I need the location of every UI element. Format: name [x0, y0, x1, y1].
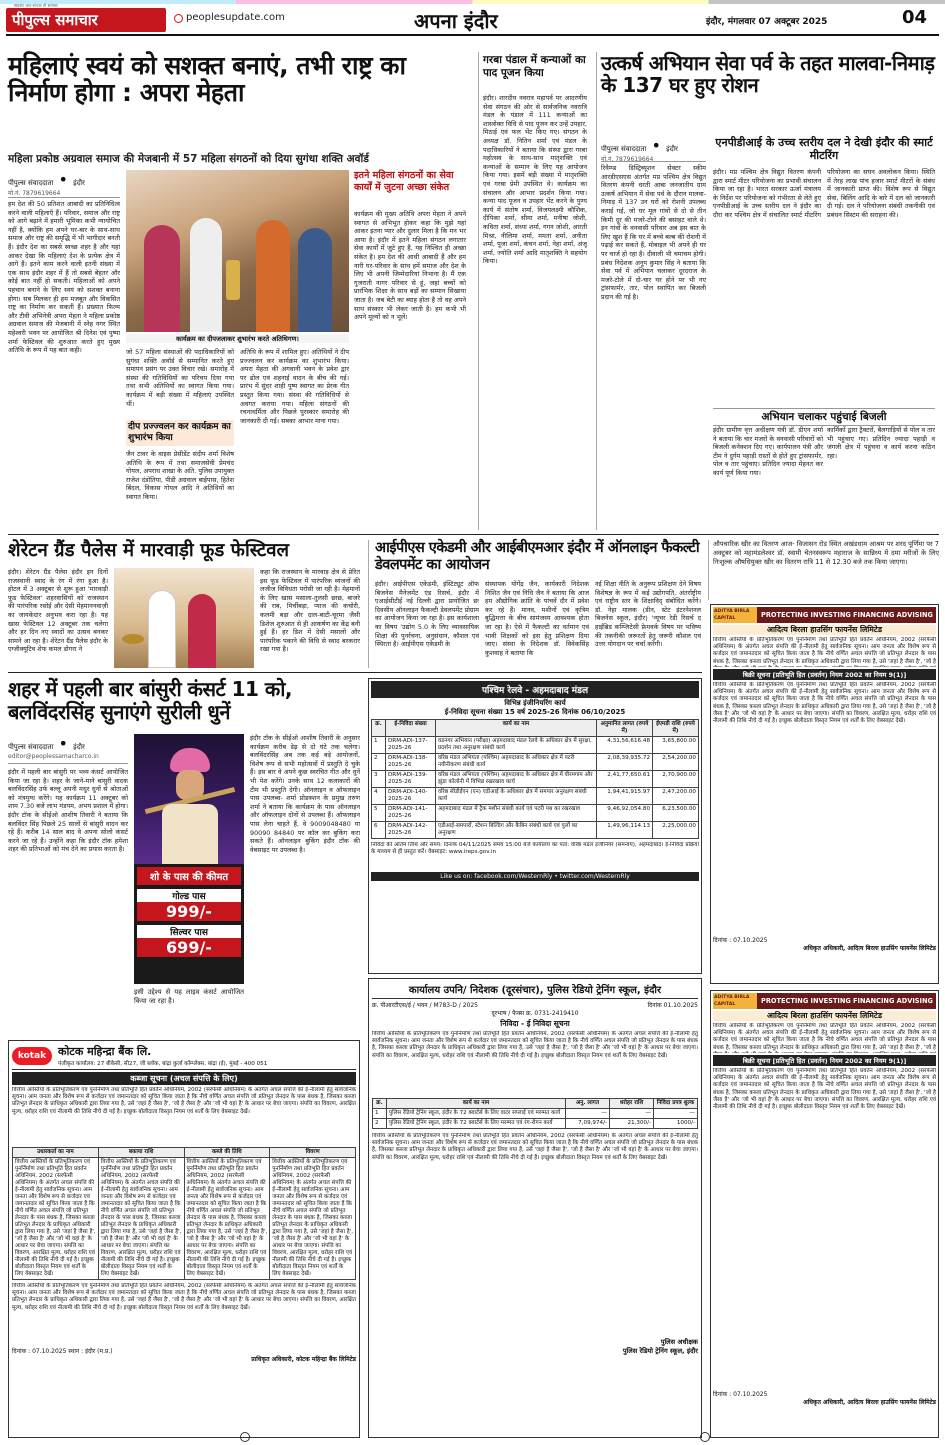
cell: 2,41,77,650.61 — [597, 771, 653, 788]
col-header: धरोहर राशि — [610, 1099, 654, 1109]
gold-pass-price: 999/- — [137, 902, 241, 921]
thali-icon — [122, 634, 144, 644]
byline-box: पीपुल्स संवाददाता • इंदौर मो.नं. 7879619664 — [601, 136, 706, 162]
table-row — [373, 1119, 698, 1129]
gold-pass-label: गोल्ड पास — [137, 889, 241, 902]
sub-headline-2: अभियान चलाकर पहुंचाई बिजली — [713, 408, 935, 426]
kotak-place: दिनांक : 07.10.2025 स्थान : इंदौर (म.प्र.) — [12, 1348, 113, 1355]
table-row — [372, 822, 699, 839]
person-shape — [188, 594, 216, 668]
col-header: कार्य का नाम — [387, 1099, 566, 1109]
story-body-3: इंदौर ग्रामीण वृत्त अधीक्षण यंत्री डॉ. डीएन शर्मा ने बताया कि चार मजरों के वनवासी परिवारों को बिजली कनेक्शन दिए गए। कार्यपालन यंत्री और टीम ने दुर्गम पहाड़ी रास्तों से होते हुए ट्रांसफार्मर, पोल व तार पहुंचाए। प्रतिदिन ज्यादा मेहनत कर कार्य पूर्ण किया गया। — [713, 426, 823, 477]
col-header: बकाया राशि — [98, 1148, 184, 1158]
byline-box: पीपुल्स संवाददाता • इंदौर मो.नं. 7879619664 — [8, 170, 120, 198]
story-sheraton — [8, 540, 360, 668]
aditya-ad-2 — [710, 990, 939, 1438]
police-signature: पुलिस अधीक्षक — [660, 1338, 698, 1346]
brief-khir — [708, 540, 939, 600]
person-shape — [148, 590, 176, 668]
masthead — [6, 6, 939, 36]
story-col-4: कार्यक्रम की मुख्य अतिथि अपरा मेहता ने अपने स्वागत से अभिभूत होकर कहा कि मुझे यहां आकर इतना प्यार और दुलार मिला है कि मन भर आया है। इंदौर में इतने महिला संगठन लगातार सेवा कार्यों में जुटे हुए हैं, यह निश्चित ही अच्छा संकेत है। हम देश की आधी आबादी हैं और हम नारी घर-परिवार के साथ हमें समाज और देश के लिए भी अपनी जिम्मेदारियां निभाना है। मैं एक गुजराती नागर परिवार से हूं, जहां बच्चों को प्रारंभिक शिक्षा के साथ बड़ों का सम्मान सिखाया जाता है। जब बेटी का ब्याह होता है तो वह अपने साथ संस्कार भी लेकर जाती है। हम कभी भी अपने मूल्यों को न भूलें। — [354, 210, 466, 322]
lamp-icon — [226, 260, 240, 300]
byline-box: पीपुल्स संवाददाता • इंदौर editor@peoplessamacharco.in — [8, 734, 128, 764]
cell: 9,46,92,054.80 — [597, 805, 653, 822]
cell: DRM-ADI-142-2025-26 — [386, 822, 436, 839]
police-legal: वित्तीय आस्तियों के प्रतिभूतिकरण एवं पुनर्निर्माण तथा प्रतिभूति हित प्रवर्तन अधिनियम, 2002 (सरफेसी अधिनियम) के अंतर्गत अचल संपत्ति की ई-नीलामी हेतु सार्वजनिक सूचना। आम जनता और विशेष रूप से कर्जदार एवं जमानतदार को सूचित किया जाता है कि नीचे वर्णित अचल संपत्ति जो प्रतिभूत लेनदार के पास बंधक है, जिसका कब्जा प्रतिभूत लेनदार के प्राधिकृत अधिकारी द्वारा लिया गया है, उसे 'जहां है जैसा है', 'जो है जैसा है' और 'जो भी वहां है' के आधार पर बेचा जाएगा। संपत्ति का विवरण, आरक्षित मूल्य, धरोहर राशि एवं नीलामी की तिथि नीचे दी गई है। इच्छुक बोलीदाता विस्तृत नियम एवं शर्तों के लिए वेबसाइट देखें। — [372, 1133, 698, 1161]
story-flute — [8, 678, 360, 1036]
city: इंदौर — [73, 743, 85, 751]
divider — [8, 672, 702, 673]
ad-sale-notice: बिक्री सूचना [प्रतिभूति हित (प्रवर्तन) नियम 2002 का नियम 9(1)] — [713, 669, 936, 680]
cell: वित्तीय आस्तियों के प्रतिभूतिकरण एवं पुनर्निर्माण तथा प्रतिभूति हित प्रवर्तन अधिनियम, 2002 (सरफेसी अधिनियम) के अंतर्गत अचल संपत्ति की ई-नीलामी हेतु सार्वजनिक सूचना। आम जनता और विशेष रूप से कर्जदार एवं जमानतदार को सूचित किया जाता है कि नीचे वर्णित अचल संपत्ति जो प्रतिभूत लेनदार के पास बंधक है, जिसका कब्जा प्रतिभूत लेनदार के प्राधिकृत अधिकारी द्वारा लिया गया है, उसे 'जहां है जैसा है', 'जो है जैसा है' और 'जो भी वहां है' के आधार पर बेचा जाएगा। संपत्ति का विवरण, आरक्षित मूल्य, धरोहर राशि एवं नीलामी की तिथि नीचे दी गई है। इच्छुक बोलीदाता विस्तृत नियम एवं शर्तों के लिए वेबसाइट देखें। — [98, 1158, 184, 1280]
cell: वित्तीय आस्तियों के प्रतिभूतिकरण एवं पुनर्निर्माण तथा प्रतिभूति हित प्रवर्तन अधिनियम, 2002 (सरफेसी अधिनियम) के अंतर्गत अचल संपत्ति की ई-नीलामी हेतु सार्वजनिक सूचना। आम जनता और विशेष रूप से कर्जदार एवं जमानतदार को सूचित किया जाता है कि नीचे वर्णित अचल संपत्ति जो प्रतिभूत लेनदार के पास बंधक है, जिसका कब्जा प्रतिभूत लेनदार के प्राधिकृत अधिकारी द्वारा लिया गया है, उसे 'जहां है जैसा है', 'जो है जैसा है' और 'जो भी वहां है' के आधार पर बेचा जाएगा। संपत्ति का विवरण, आरक्षित मूल्य, धरोहर राशि एवं नीलामी की तिथि नीचे दी गई है। इच्छुक बोलीदाता विस्तृत नियम एवं शर्तों के लिए वेबसाइट देखें। — [270, 1158, 356, 1280]
website-link[interactable]: peoplesupdate.com — [186, 12, 285, 23]
cell: — — [610, 1109, 654, 1119]
ad-signature: अधिकृत अधिकारी, आदित्य बिरला हाउसिंग फायनेंस लिमिटेड — [803, 945, 936, 952]
logo-tagline: सदस्य जन-संचार से साभार — [14, 4, 58, 9]
story-body: इंदौर। शारदीय नवरात्र महापर्व पर आदरणीय सेवा संगठन की ओर से सार्वजनिक नवरात्रि मंडल के पंडाल में 111 कन्याओं का शास्त्रोक्त विधि से पाद पूजन कर उन्हें उपहार, मिठाई एवं फल भेंट किए गए। संगठन के अध्यक्ष डॉ. नितिन शर्मा एवं मंडल के पदाधिकारियों ने बताया कि संस्था द्वारा गरबा महोत्सव के साथ-साथ मातृशक्ति एवं कन्याओं के सम्मान के लिए यह आयोजन किया गया। इसमें बड़ी संख्या में मातृशक्ति एवं गरबा प्रेमी उपस्थित थे। कार्यक्रम का संचालन और आभार प्रदर्शन किया गया। कन्या पाद पूजन व उपहार भेंट करने के पुण्य कार्य में संतोष शर्मा, विजयलक्ष्मी कौशिक, दीपिका शर्मा, सीमा शर्मा, मनीषा जोशी, कविता शर्मा, संध्या शर्मा, गगन जोशी, आरती मिश्रा, नीलिमा शर्मा, ममता शर्मा, अनीता शर्मा, पूजा शर्मा, कंचन शर्मा, नेहा शर्मा, अंजू शर्मा, ज्योति शर्मा आदि मातृशक्ति ने सहयोग किया। — [483, 94, 587, 266]
col-header: विवरण — [270, 1148, 356, 1158]
aditya-birla-logo-icon: ADITYA BIRLA CAPITAL — [713, 993, 757, 1009]
table-row — [373, 1109, 698, 1119]
cell: वरिष्ठ मंडल अभियंता (पश्चिम) अहमदाबाद के अधिकार क्षेत्र में पटरी नवीनीकरण संबंधी कार्य — [436, 754, 597, 771]
headline: उत्कर्ष अभियान सेवा पर्व के तहत मालवा-निमाड़ के 137 घर हुए रोशन — [601, 51, 935, 97]
ad-legal-text: वित्तीय आस्तियों के प्रतिभूतिकरण एवं पुनर्निर्माण तथा प्रतिभूति हित प्रवर्तन अधिनियम, 2002 (सरफेसी अधिनियम) के अंतर्गत अचल संपत्ति की ई-नीलामी हेतु सार्वजनिक सूचना। आम जनता और विशेष रूप से कर्जदार एवं जमानतदार को सूचित किया जाता है कि नीचे वर्णित अचल संपत्ति जो प्रतिभूत लेनदार के पास बंधक है, जिसका कब्जा प्रतिभूत लेनदार के प्राधिकृत अधिकारी द्वारा लिया गया है, उसे 'जहां है जैसा है', 'जो है — [713, 637, 936, 665]
kotak-address: पंजीकृत कार्यालय: 27 बीकेसी, सी27, जी ब्लॉक, बांद्रा कुर्ला कॉम्प्लेक्स, बांद्रा (ई), मुंबई - 400 051 — [58, 1061, 268, 1067]
divider — [8, 534, 939, 535]
kotak-legal: वित्तीय आस्तियों के प्रतिभूतिकरण एवं पुनर्निर्माण तथा प्रतिभूति हित प्रवर्तन अधिनियम, 2002 (सरफेसी अधिनियम) के अंतर्गत अचल संपत्ति की ई-नीलामी हेतु सार्वजनिक सूचना। आम जनता और विशेष रूप से कर्जदार एवं जमानतदार को सूचित किया जाता है कि नीचे वर्णित अचल संपत्ति जो प्रतिभूत लेनदार के पास बंधक है, जिसका कब्जा प्रतिभूत लेनदार के प्राधिकृत अधिकारी द्वारा लिया गया है, उसे 'जहां है जैसा है', 'जो है जैसा है' और 'जो भी वहां है' के आधार पर बेचा जाएगा। संपत्ति का विवरण, आरक्षित मूल्य, धरोहर राशि एवं नीलामी की तिथि नीचे दी गई है। इच्छुक बोलीदाता विस्तृत नियम एवं शर्तों के लिए वेबसाइट देखें। — [12, 1283, 356, 1311]
cell: DRM-ADI-141-2025-26 — [386, 805, 436, 822]
cell: 4 — [372, 788, 386, 805]
byline: पीपुल्स संवाददाता — [8, 743, 54, 751]
ad-tagline: PROTECTING INVESTING FINANCING ADVISING — [761, 997, 933, 1005]
story-col-1: हम देश की 50 प्रतिशत आबादी का प्रतिनिधित्व करने वाली महिलाएँ हैं। परिवार, समाज और राष्ट्र को आगे बढ़ाने में हमारी भूमिका कभी न्यायोचित नहीं है, क्योंकि हम अपने घर-बार के साथ-साथ समाज और राष्ट्र की समृद्धि में भी भागीदार बनती हैं। इंदौर देश का सबसे स्वच्छ शहर है और यहां आकर देखा कि महिलाएं देश के प्रत्येक क्षेत्र में आगे हैं। इतने काम करने वाली इतनी संख्या में एक साथ इंदौर शहर में हैं तो सबसे बेहतर और कोई बात नहीं हो सकती। महिलाओं को अपने पहचान बनाने के लिए स्वयं को सशक्त बनाना होगा। सब मिलकर ही हम मजबूत और विकसित राष्ट्र का निर्माण कर सकती हैं। प्रख्यात फिल्म और टीवी अभिनेत्री अपरा मेहता ने महिला प्रकोष्ठ अग्रवाल समाज की मेजबानी में स्नेह नगर स्थित महेश्वरी भवन पर आयोजित श्री दिनेश एवं पुष्पा शर्मा फेस्टिवल की शुरुआत करते हुए मुख्य अतिथि के रूप में यह बात कही। — [8, 200, 120, 355]
cell: पुलिस रेडियो ट्रेनिंग स्कूल, इंदौर के 72 क्वार्टर्स के लिए मरम्मत एवं रंग-रोगन कार्य — [387, 1119, 566, 1129]
subheadline: एनपीडीआई के उच्च स्तरीय दल ने देखी इंदौर की स्मार्ट मीटरिंग — [715, 136, 933, 162]
person-shape — [144, 225, 180, 332]
cell: 2,08,39,935.72 — [597, 754, 653, 771]
ad-header — [713, 607, 936, 623]
ad-legal-text: वित्तीय आस्तियों के प्रतिभूतिकरण एवं पुनर्निर्माण तथा प्रतिभूति हित प्रवर्तन अधिनियम, 2002 (सरफेसी अधिनियम) के अंतर्गत अचल संपत्ति की ई-नीलामी हेतु सार्वजनिक सूचना। आम जनता और विशेष रूप से कर्जदार एवं जमानतदार को सूचित किया जाता है कि नीचे वर्णित अचल संपत्ति जो प्रतिभूत लेनदार के पास बंधक है, जिसका कब्जा प्रतिभूत लेनदार के प्राधिकृत अधिकारी द्वारा लिया गया है, उसे 'जहां है जैसा है', 'जो है — [713, 1023, 936, 1051]
tender-sub: विभिन्न इंजीनियरिंग कार्य — [504, 699, 566, 707]
story-apara-mehta — [8, 52, 468, 530]
silver-pass-price: 699/- — [137, 938, 241, 957]
col-header: कब्जे की तिथि — [184, 1148, 270, 1158]
cell: DRM-ADI-140-2025-26 — [386, 788, 436, 805]
kotak-table — [12, 1147, 356, 1280]
ad-date: दिनांक : 07.10.2025 — [713, 937, 768, 944]
tender-table — [371, 719, 699, 839]
table-row — [372, 771, 699, 788]
registration-mark — [240, 1432, 250, 1442]
registration-mark — [700, 1432, 710, 1442]
ad-legal-text: वित्तीय आस्तियों के प्रतिभूतिकरण एवं पुनर्निर्माण तथा प्रतिभूति हित प्रवर्तन अधिनियम, 2002 (सरफेसी अधिनियम) के अंतर्गत अचल संपत्ति की ई-नीलामी हेतु सार्वजनिक सूचना। आम जनता और विशेष रूप से कर्जदार एवं जमानतदार को सूचित किया जाता है कि नीचे वर्णित अचल संपत्ति जो प्रतिभूत लेनदार के पास बंधक है, जिसका कब्जा प्रतिभूत लेनदार के प्राधिकृत अधिकारी द्वारा लिया गया है, उसे 'जहां है जैसा है', 'जो है जैसा है' और 'जो भी वहां है' के आधार पर बेचा जाएगा। संपत्ति का विवरण, आरक्षित मूल्य, धरोहर राशि एवं नीलामी की तिथि नीचे दी गई है। इच्छुक बोलीदाता विस्तृत नियम एवं शर्तों के लिए वेबसाइट देखें। — [713, 682, 936, 725]
cell: 2,70,900.00 — [653, 771, 699, 788]
table-row — [372, 805, 699, 822]
cell: 2,47,200.00 — [653, 788, 699, 805]
cell: वरिष्ठ सीडीईएन (एन) एडीआई के अधिकार क्षेत्र में समपार अनुरक्षण संबंधी कार्य — [436, 788, 597, 805]
robe-shape — [162, 804, 218, 864]
photo-caption: कार्यक्रम का दीपजलाकर शुभारंभ करते अतिथिगण। — [126, 334, 349, 343]
cell: 1 — [372, 737, 386, 754]
story-ips — [368, 540, 702, 668]
person-shape — [190, 218, 222, 332]
turban-shape — [170, 748, 210, 772]
story-body-2: इंदौर। मप्र पश्चिम क्षेत्र विद्युत वितरण कंपनी द्वारा स्मार्ट मीटर परियोजना का प्रभावी संचालन किया जा रहा है। भारत सरकार ऊर्जा मंत्रालय के निर्देश पर परियोजना को गंभीरता से लेते हुए एनपीडीआई के उच्च स्तरीय दल ने इंदौर का दौरा कर पश्चिम क्षेत्र में संचालित स्मार्ट मीटरिंग परियोजना का सघन अवलोकन किया। स्थिति में तेरह लाख पांच हजार स्मार्ट मीटरों के संबंध में जानकारी प्राप्त की। विशेष रूप से विद्युत सेवा, बिलिंग आदि के बारे में दल को जानकारी दी गई। दल ने परियोजना संबंधी तकनीकी एवं प्रबंधन सिस्टम की सराहना की। — [713, 168, 935, 219]
police-legal: वित्तीय आस्तियों के प्रतिभूतिकरण एवं पुनर्निर्माण तथा प्रतिभूति हित प्रवर्तन अधिनियम, 2002 (सरफेसी अधिनियम) के अंतर्गत अचल संपत्ति की ई-नीलामी हेतु सार्वजनिक सूचना। आम जनता और विशेष रूप से कर्जदार एवं जमानतदार को सूचित किया जाता है कि नीचे वर्णित अचल संपत्ति जो प्रतिभूत लेनदार के पास बंधक है, जिसका कब्जा प्रतिभूत लेनदार के प्राधिकृत अधिकारी द्वारा लिया गया है, उसे 'जहां है जैसा है', 'जो है जैसा है' और 'जो भी वहां है' के आधार पर बेचा जाएगा। संपत्ति का विवरण, आरक्षित मूल्य, धरोहर राशि एवं नीलामी की तिथि नीचे दी गई है। इच्छुक बोलीदाता विस्तृत नियम एवं शर्तों के लिए वेबसाइट देखें। — [372, 1031, 698, 1059]
story-col-2b: जैन टावर के वाइस प्रेसीडेंट संदीप शर्मा विशेष अतिथि के रूप में तथा समाजसेवी प्रेमचंद गोयल, अपराध शाखा के अति. पुलिस उपायुक्त राजेश दंडोतिया, पीडी अग्रवाल बाईपास, हितेश बिंदल, विकास गोयल आदि ने अतिथियों का स्वागत किया। — [126, 450, 234, 501]
col-header: उधारकर्ता का नाम — [13, 1148, 99, 1158]
kotak-legal: वित्तीय आस्तियों के प्रतिभूतिकरण एवं पुनर्निर्माण तथा प्रतिभूति हित प्रवर्तन अधिनियम, 2002 (सरफेसी अधिनियम) के अंतर्गत अचल संपत्ति की ई-नीलामी हेतु सार्वजनिक सूचना। आम जनता और विशेष रूप से कर्जदार एवं जमानतदार को सूचित किया जाता है कि नीचे वर्णित अचल संपत्ति जो प्रतिभूत लेनदार के पास बंधक है, जिसका कब्जा प्रतिभूत लेनदार के प्राधिकृत अधिकारी द्वारा लिया गया है, उसे 'जहां है जैसा है', 'जो है जैसा है' और 'जो भी वहां है' के आधार पर बेचा जाएगा। संपत्ति का विवरण, आरक्षित मूल्य, धरोहर राशि एवं नीलामी की तिथि नीचे दी गई है। इच्छुक बोलीदाता विस्तृत नियम एवं शर्तों के लिए वेबसाइट देखें। — [12, 1087, 356, 1115]
col-header: अनु. लागत — [566, 1099, 610, 1109]
cell: DRM-ADI-138-2025-26 — [386, 754, 436, 771]
story-body-4: कार्मिकों द्वारा ट्रैक्टरों, बैलगाड़ियों से पोल व तार भी पहुंचाए गए। प्रतिदिन ज्यादा पहाड़ी व जंगली क्षेत्र में पहुंचना व कार्य करना कठिन रहा। — [827, 426, 935, 460]
section-title: अपना इंदौर — [414, 9, 498, 33]
col2-subhead: दीप प्रज्ज्वलन कर कार्यक्रम का शुभारंभ किया — [126, 420, 234, 446]
col-header: ई-निविदा संख्या — [386, 720, 436, 737]
kotak-signature: प्राधिकृत अधिकारी, कोटक महिन्द्रा बैंक लिमिटेड — [251, 1356, 356, 1363]
city: इंदौर — [73, 179, 85, 187]
ad-signature: अधिकृत अधिकारी, आदित्य बिरला हाउसिंग फायनेंस लिमिटेड — [803, 1399, 936, 1406]
police-ref: क्र. पीआरटीएस/ई / भवन / M783-D / 2025 — [372, 1002, 478, 1009]
ad-company: आदित्य बिरला हाउसिंग फायनेंस लिमिटेड — [713, 1011, 936, 1021]
person-shape — [298, 228, 332, 332]
story-body: रिवैम्प्ड डिस्ट्रिब्यूशन सेक्टर स्कीम आरडीएसएस अंतर्गत मप्र पश्चिम क्षेत्र विद्युत वितरण कंपनी धरती आबा जनजातीय ग्राम उत्कर्ष अभियान में सेवा पर्व के दौरान मालवा-निमाड़ में 137 उन घरों को रोशनी उपलब्ध कराई गई, जो घर मूल गांवों से दो से तीन किमी दूर की मजरे-टोले की बसाहट वाले थे। इन गांवों के वनवासी परिवार अब इस बात के लिए खुश हैं कि घर में बच्चे बल्ब की रोशनी में पढ़ाई कर सकते हैं, मोबाइल भी अपने ही घर पर चार्ज हो रहा है। दीवाली भी चमाचम होगी। प्रबंध निदेशक अनूप कुमार सिंह ने बताया कि सेवा पर्व में अभियान चलाकर दूरदराज के मजरे-टोले में दो-चार घर होने पर भी नए ट्रांसफार्मर, तार, पोल स्थापित कर बिजली प्रदान की गई है। — [601, 164, 706, 301]
railway-tender-ad — [368, 678, 702, 974]
kotak-logo-icon: kotak — [12, 1047, 52, 1065]
police-title: कार्यालय उपनि/ निदेशक (दूरसंचार), पुलिस रेडियो ट्रेनिंग स्कूल, इंदौर — [372, 982, 698, 999]
event-photo — [126, 170, 349, 332]
cell: 2,54,200.00 — [653, 754, 699, 771]
story-body-3: नई शिक्षा नीति के अनुरूप प्रशिक्षण देने विषय विशेषज्ञ के रूप में कई उद्योगपति, अंतर्राष्ट्रीय एवं राष्ट्रीय स्तर के शिक्षाविद् संबोधित करेंगे। डॉ. नेहा मालक (डीन, स्टेट इंटरनेशनल बिजनेस स्कूल, इंदौर) 'न्यूचर रेडी रिसर्च द हाईब्रिड कम्प्लिटेसी फ्रेमवर्क विषय पर भविष्य की तकनीकी जरूरतों हेतु जरूरी कौशल एवं उत्तर योगदान पर चर्चा करेंगी। — [595, 580, 701, 649]
story-col-2: जो 57 महिला संस्थाओं की पदाधिकारियों को सुगंधा शक्ति अवॉर्ड से सम्मानित करते हुए समापन प्रसंग पर उक्त विचार रखे। समारोह में संस्था की गतिविधियों का परिचय दिया गया तथा सभी अतिथियों का स्वागत किया गया। कार्यक्रम में बड़ी संख्या में महिलाएं उपस्थित थीं। — [126, 348, 234, 408]
aditya-birla-logo-icon: ADITYA BIRLA CAPITAL — [713, 607, 757, 623]
ad-legal-text: वित्तीय आस्तियों के प्रतिभूतिकरण एवं पुनर्निर्माण तथा प्रतिभूति हित प्रवर्तन अधिनियम, 2002 (सरफेसी अधिनियम) के अंतर्गत अचल संपत्ति की ई-नीलामी हेतु सार्वजनिक सूचना। आम जनता और विशेष रूप से कर्जदार एवं जमानतदार को सूचित किया जाता है कि नीचे वर्णित अचल संपत्ति जो प्रतिभूत लेनदार के पास बंधक है, जिसका कब्जा प्रतिभूत लेनदार के प्राधिकृत अधिकारी द्वारा लिया गया है, उसे 'जहां है जैसा है', 'जो है जैसा है' और 'जो भी वहां है' के आधार पर बेचा जाएगा। संपत्ति का विवरण, आरक्षित मूल्य, धरोहर राशि एवं नीलामी की तिथि नीचे दी गई है। इच्छुक बोलीदाता विस्तृत नियम एवं शर्तों के लिए वेबसाइट देखें। — [713, 1068, 936, 1111]
headline: शहर में पहली बार बांसुरी कंसर्ट 11 को, बलविंदरसिंह सुनाएंगे सुरीली धुनें — [8, 677, 293, 724]
cell: वडनगर अभियान (परीक्षा) अहमदाबाद मंडल रेलवे के अधिकार क्षेत्र में सुरक्षा, प्रदर्शन तथा अनुरक्षण संबंधी कार्य — [436, 737, 597, 754]
cell: 3,65,800.00 — [653, 737, 699, 754]
story-garba — [478, 52, 588, 530]
tender-org: पश्चिम रेलवे - अहमदाबाद मंडल — [371, 681, 699, 698]
col-header: ईएमडी राशि (रुपये में) — [653, 720, 699, 737]
ad-company: आदित्य बिरला हाउसिंग फायनेंस लिमिटेड — [713, 625, 936, 635]
cell: 7,09,974/- — [566, 1119, 610, 1129]
cell: DRM-ADI-139-2025-26 — [386, 771, 436, 788]
cell: एडीआई-समपारों, स्टेशन बिल्डिंग और कैबिन संबंधी कार्य एवं पुलों का अनुरक्षण — [436, 822, 597, 839]
col-header: क्र. — [372, 720, 386, 737]
ad-sale-notice: बिक्री सूचना [प्रतिभूति हित (प्रवर्तन) नियम 2002 का नियम 9(1)] — [713, 1055, 936, 1066]
cmyk-strip — [0, 0, 945, 4]
subheadline: महिला प्रकोष्ठ अग्रवाल समाज की मेजबानी में 57 महिला संगठनों को दिया सुगंधा शक्ति अवॉर्ड — [8, 153, 369, 165]
ad-tagline: PROTECTING INVESTING FINANCING ADVISING — [761, 611, 933, 619]
story-body: इंदौर। शेरेटन ग्रैंड पैलेस इंदौर इन दिनों राजस्थानी स्वाद के रंग में रंगा हुआ है। होटल में 3 अक्टूबर से शुरू हुआ 'मारवाड़ी फूड फेस्टिवल' शहरवासियों को राजस्थान की पारंपरिक रसोई और देसी मेहमाननवाज़ी का जायकेदार अनुभव करा रहा है। यह खास फेस्टिवल 12 अक्टूबर तक चलेगा और हर दिन नए स्वादों का उत्सव बनकर सामने आ रहा है। शेरेटन ग्रैंड पैलेस इंदौर के एग्जीक्यूटिव शेफ कमल डोगरा ने — [8, 568, 108, 654]
table-row — [13, 1158, 356, 1280]
page-number: 04 — [902, 7, 928, 28]
person-shape — [256, 220, 290, 332]
headline: गरबा पंडाल में कन्याओं का पाद पूजन किया — [483, 54, 586, 79]
mobile: मो.नं. 7879619664 — [601, 156, 654, 163]
headline: शेरेटन ग्रैंड पैलेस में मारवाड़ी फूड फेस्टिवल — [8, 540, 290, 561]
aditya-ad-1 — [710, 604, 939, 984]
cell: पुलिस रेडियो ट्रेनिंग स्कूल, इंदौर के 72 क्वार्टर्स के लिए वाटर सप्लाई एवं मरम्मत कार्य — [387, 1109, 566, 1119]
col4-subhead: इतने महिला संगठनों का सेवा कार्यों में जुटना अच्छा संकेत — [354, 170, 454, 193]
cell: 1 — [373, 1109, 387, 1119]
city: इंदौर — [666, 145, 678, 153]
police-phone: दूरभाष / फैक्स क्र. 0731-2419410 — [491, 1010, 579, 1017]
cell: 6,23,500.00 — [653, 805, 699, 822]
tender-social[interactable]: Like us on: facebook.com/WesternRly • twitter.com/WesternRly — [371, 872, 699, 881]
cell: 4,31,56,616.48 — [597, 737, 653, 754]
paper-logo: पीपुल्स समाचार — [6, 8, 166, 32]
ad-header — [713, 993, 936, 1009]
cell: 1,49,96,114.13 — [597, 822, 653, 839]
story-body: इंदौर में पहली बार बांसुरी पर भव्य कंसर्ट आयोजित किया जा रहा है। शहर के जाने-माने बांसुरी वादक बलविंदरसिंह उर्फ बल्लू अपनी मधुर धुनों से श्रोताओं को मंत्रमुग्ध करेंगे। यह कार्यक्रम 11 अक्टूबर को शाम 7.30 बजे लाभ मंडपम, अभय प्रशाल में होगा। इंदौर टॉक के सीईओ आशीष तिवारी ने बताया कि बलविंदर सिंह पिछले 25 सालों से बांसुरी वादन कर रहे हैं। करीब 14 साल बाद वे अपना सोलो कंसर्ट करने जा रहे हैं। उन्होंने कहा कि इंदौर टॉक हमेशा शहर की प्रतिभाओं को मंच देने का प्रयास करता है। — [8, 768, 128, 854]
story-body-2: संस्थापक योगेंद्र जैन, कार्यकारी निदेशक निशित जैन एवं निधि जैन ने बताया कि आज हम औद्योगिक क्रांति के पांचवें दौर में प्रवेश कर रहे हैं। मानव, मशीनों एवं कृत्रिम बुद्धिमत्ता के बीच सामंजस्य आवश्यक होता जा रहा है। ऐसे में फैकल्टी का वर्तमान एवं भावी शिक्षकों को इस हेतु प्रशिक्षण दिया जाए। संस्था के निदेशक डॉ. विवेकसिंह कुशवाह ने बताया कि — [485, 580, 589, 657]
ad-date: दिनांक : 07.10.2025 — [713, 1391, 768, 1398]
story-note: इसी उद्देश्य से यह लाइव कंसर्ट आयोजित किया जा रहा है। — [134, 988, 244, 1005]
col-header: अनुमानित लागत (रुपये में) — [597, 720, 653, 737]
story-utkarsh — [596, 52, 939, 530]
cell: 6 — [372, 822, 386, 839]
dateline: इंदौर, मंगलवार 07 अक्टूबर 2025 — [706, 17, 828, 27]
festival-photo — [114, 568, 254, 668]
cell: 3 — [372, 771, 386, 788]
cell: 2,25,000.00 — [653, 822, 699, 839]
cell: वरिष्ठ मंडल अभियंता (पश्चिम) अहमदाबाद के अधिकार क्षेत्र में वीरमगाम और झुंडा कॉलोनी में विभिन्न रखरखाव कार्य — [436, 771, 597, 788]
tender-notice: ई-निविदा सूचना संख्या 15 वर्ष 2025-26 दिनांक 06/10/2025 — [444, 708, 626, 716]
story-col-3: अतिथि के रूप में शामिल हुए। अतिथियों ने दीप प्रज्ज्वलन कर कार्यक्रम का शुभारंभ किया। अपरा मेहता की अगवानी भवन के प्रवेश द्वार पर ढोल एवं शहनाई वादन के बीच की गई। प्रारंभ में सुंदर शाही पुष्प स्वागत का प्रेरक गीत प्रस्तुत किया गया। संस्था की गतिविधियों से अवगत कराया गया। महिला संगठनों की रचनाधर्मिता और पिछले पुरस्कार समारोह की जानकारी दी गई। सबका आभार माना गया। — [240, 348, 349, 425]
cell: वित्तीय आस्तियों के प्रतिभूतिकरण एवं पुनर्निर्माण तथा प्रतिभूति हित प्रवर्तन अधिनियम, 2002 (सरफेसी अधिनियम) के अंतर्गत अचल संपत्ति की ई-नीलामी हेतु सार्वजनिक सूचना। आम जनता और विशेष रूप से कर्जदार एवं जमानतदार को सूचित किया जाता है कि नीचे वर्णित अचल संपत्ति जो प्रतिभूत लेनदार के पास बंधक है, जिसका कब्जा प्रतिभूत लेनदार के प्राधिकृत अधिकारी द्वारा लिया गया है, उसे 'जहां है जैसा है', 'जो है जैसा है' और 'जो भी वहां है' के आधार पर बेचा जाएगा। संपत्ति का विवरण, आरक्षित मूल्य, धरोहर राशि एवं नीलामी की तिथि नीचे दी गई है। इच्छुक बोलीदाता विस्तृत नियम एवं शर्तों के लिए वेबसाइट देखें। — [184, 1158, 270, 1280]
cell: 21,300/- — [610, 1119, 654, 1129]
kotak-name: कोटक महिन्द्रा बैंक लि. — [58, 1045, 152, 1058]
pass-box — [134, 864, 244, 984]
police-table — [372, 1098, 698, 1129]
table-row — [372, 788, 699, 805]
cell: — — [654, 1109, 698, 1119]
cell: 5 — [372, 805, 386, 822]
email: editor@peoplessamacharco.in — [8, 753, 99, 760]
cell: अहमदाबाद मंडल में ट्रैक मशीन संबंधी कार्य एवं पटरी पथ का रखरखाव — [436, 805, 597, 822]
table-row — [372, 737, 699, 754]
col-header: निविदा प्रपत्र शुल्क — [654, 1099, 698, 1109]
kotak-ad — [8, 1040, 360, 1438]
mobile: मो.नं. 7879619664 — [8, 190, 61, 197]
col-header: कार्य का नाम — [436, 720, 597, 737]
police-date: दिनांक 01.10.2025 — [647, 1002, 698, 1009]
silver-pass-label: सिल्वर पास — [137, 925, 241, 938]
cell: 1,94,41,915.97 — [597, 788, 653, 805]
police-notice: निविदा - ई निविदा सूचना — [500, 1019, 570, 1028]
story-body: इंदौर। आईपीएस एकेडमी, इंस्टिट्यूट ऑफ बिजनेस मैनेजमेंट एंड रिसर्च, इंदौर में एआईसीटीई नई दिल्ली द्वारा प्रायोजित छः दिवसीय ऑनलाइन फैकल्टी डेवलपमेंट प्रोग्राम का आयोजन किया जा रहा है। इस कार्यशाला का विषय 'उद्योग 5.0 के लिए व्यावसायिक शिक्षा की पुनर्रचना, अनुसंधान, कौशल एवं स्थिरता है। आईपीएस एकेडमी के — [375, 580, 479, 649]
brief-body: औपचारिक खीर का वितरण आज- विजासन रोड स्थित अखंडधाम आश्रम पर शरद पूर्णिमा पर 7 अक्टूबर को महामंडलेश्वर डॉ. स्वामी चेतनस्वरूप महाराज के सान्निध्य में दमा मरीजों के लिए निःशुल्क औषधियुक्त खीर का वितरण रात्रि 11 से 12.30 बजे तक किया जाएगा। — [713, 540, 939, 566]
headline: आईपीएस एकेडमी और आईबीएमआर इंदौर में ऑनलाइन फैकल्टी डेवलपमेंट का आयोजन — [375, 540, 700, 573]
globe-icon — [174, 14, 183, 23]
byline: पीपुल्स संवाददाता — [8, 179, 54, 187]
police-tender-ad — [368, 978, 702, 1438]
col-header: क्र. — [373, 1099, 387, 1109]
story-body-2: कहा कि राजस्थान के मारवाड़ क्षेत्र से प्रेरित इस फूड फेस्टिवल में पारंपरिक व्यंजनों की लजीज विविधता परोसी जा रही है। मेहमानों के लिए खास मसाला-तुलसी छाछ, बाजरे की राब, मिर्चीबड़ा, प्याज की कचोरी, कलमी बड़ा और दाल-बाटी-चूरमा जैसी डिशेज शुरुआत से ही आकर्षण का केंद्र बनी हुई हैं। हर डिश में देसी मसालों और पारंपरिक पकाने की विधि से स्वाद बरकरार रखा गया है। — [260, 568, 360, 654]
headline: महिलाएं स्वयं को सशक्त बनाएं, तभी राष्ट्र का निर्माण होगा : अपरा मेहता — [8, 51, 406, 107]
kotak-notice-title: कब्जा सूचना (अचल संपत्ति के लिए) — [12, 1072, 356, 1085]
cell: 1000/- — [654, 1119, 698, 1129]
cell: DRM-ADI-137-2025-26 — [386, 737, 436, 754]
cell: 2 — [373, 1119, 387, 1129]
cell: — — [566, 1109, 610, 1119]
pass-title: शो के पास की कीमत — [137, 867, 241, 885]
police-signature-2: पुलिस रेडियो ट्रेनिंग स्कूल, इंदौर — [622, 1347, 698, 1355]
story-body-2: इंदौर टॉक के सीईओ आशीष तिवारी के अनुसार कार्यक्रम करीब डेढ़ से दो घंटे तक चलेगा। बलविंदरसिंह अब तक कई बड़े आयोजनों, विशेष रूप से सभी महोत्सवों में प्रस्तुति दे चुके हैं। इस बार वे अपने कुछ स्वरचित गीत और धुनें भी पेश करेंगे। उनके साथ 12 कलाकारों की टीम भी प्रस्तुति देगी। ऑनलाइन व ऑफलाइन पास उपलब्ध- शर्मा प्रोडक्शन के प्रमुख तरुण शर्मा ने बताया कि कार्यक्रम के पास ऑनलाइन और ऑफलाइन दोनों से उपलब्ध हैं। ऑफलाइन पास लेना चाहते हैं, वे 9009048480 या 90090 84840 पर कॉल कर बुकिंग करा सकते हैं। ऑनलाइन बुकिंग इंदौर टॉक की वेबसाइट पर उपलब्ध है। — [250, 734, 360, 854]
musician-photo — [134, 734, 244, 864]
tender-footer: निविदा की अंतिम तिथि और समय: दिनांक 04/11/2025 समय 15:00 बजे कार्यालय का पता: वरिष्ठ मंडल इंजीनियर (समन्वय), अहमदाबाद। ई-निविदा प्रक्रिया के माध्यम से ही प्रस्तुत करें। वेबसाइट: www.ireps.gov.in — [371, 842, 699, 856]
cell: वित्तीय आस्तियों के प्रतिभूतिकरण एवं पुनर्निर्माण तथा प्रतिभूति हित प्रवर्तन अधिनियम, 2002 (सरफेसी अधिनियम) के अंतर्गत अचल संपत्ति की ई-नीलामी हेतु सार्वजनिक सूचना। आम जनता और विशेष रूप से कर्जदार एवं जमानतदार को सूचित किया जाता है कि नीचे वर्णित अचल संपत्ति जो प्रतिभूत लेनदार के पास बंधक है, जिसका कब्जा प्रतिभूत लेनदार के प्राधिकृत अधिकारी द्वारा लिया गया है, उसे 'जहां है जैसा है', 'जो है जैसा है' और 'जो भी वहां है' के आधार पर बेचा जाएगा। संपत्ति का विवरण, आरक्षित मूल्य, धरोहर राशि एवं नीलामी की तिथि नीचे दी गई है। इच्छुक बोलीदाता विस्तृत नियम एवं शर्तों के लिए वेबसाइट देखें। — [13, 1158, 99, 1280]
cell: 2 — [372, 754, 386, 771]
table-row — [372, 754, 699, 771]
byline: पीपुल्स संवाददाता — [601, 145, 647, 153]
